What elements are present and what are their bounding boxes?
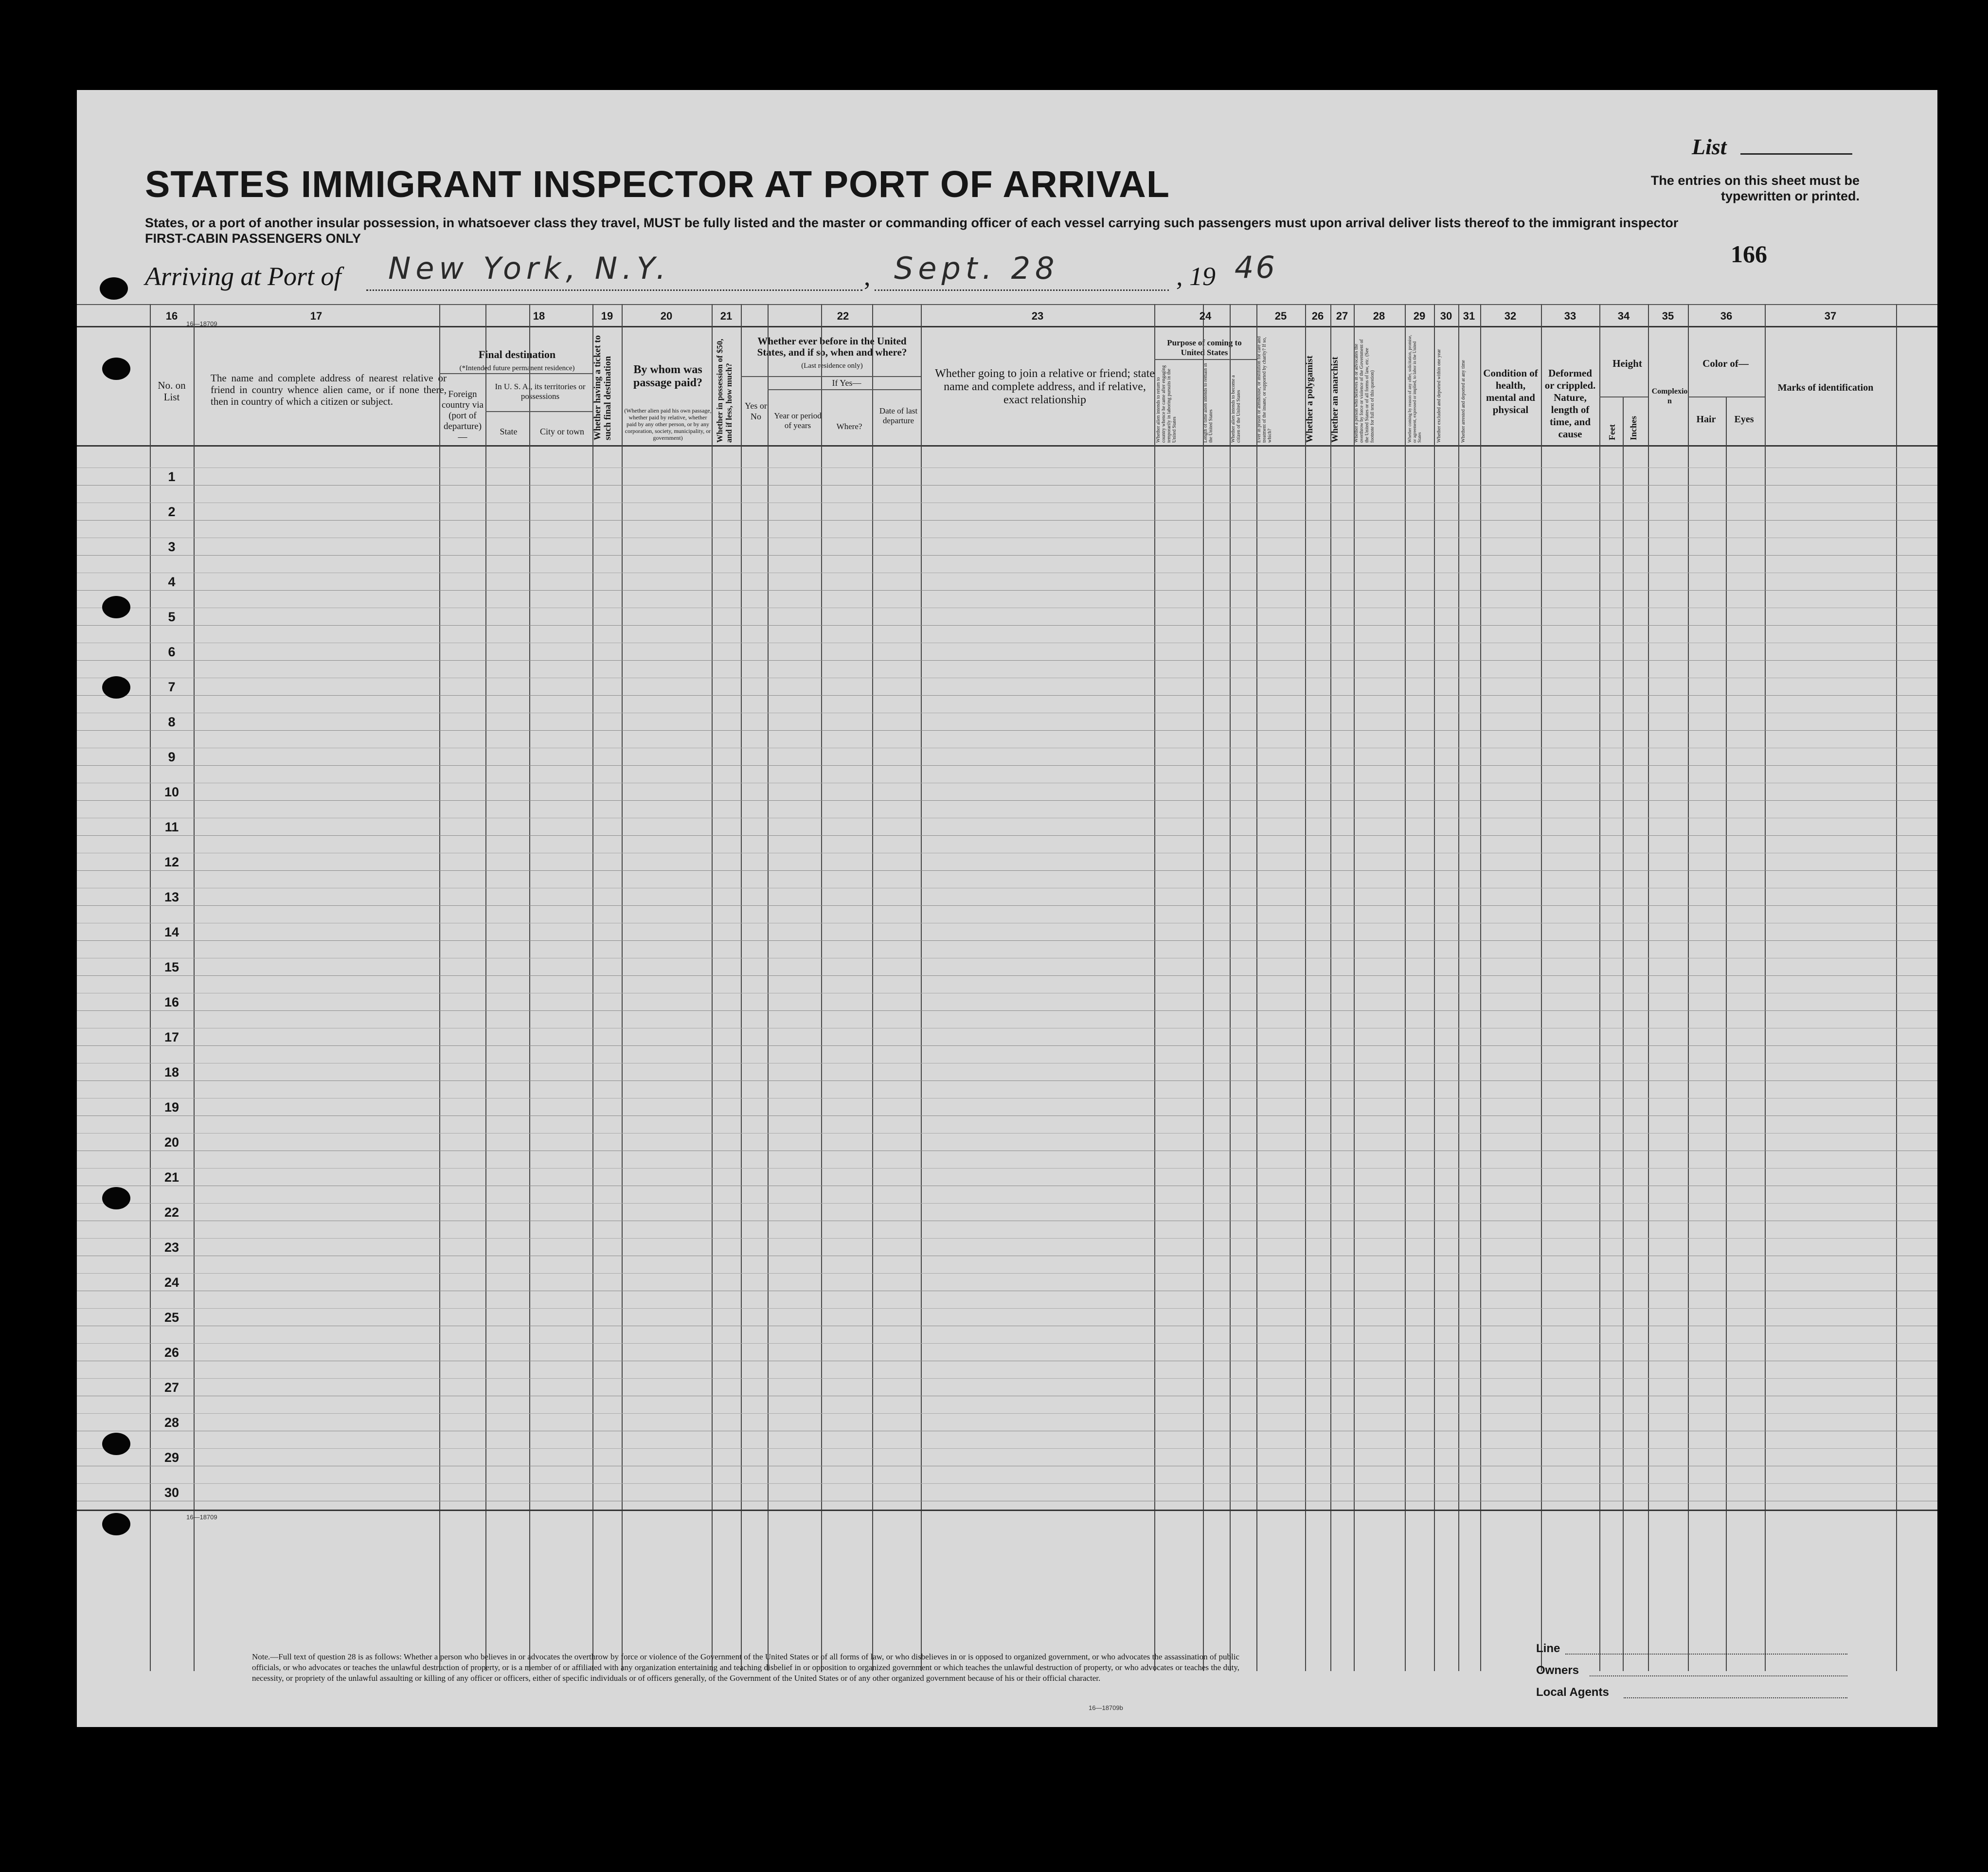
col22-title: Whether ever before in the United States, and if so, when and where?: [757, 335, 907, 358]
manifest-table: [77, 304, 1937, 1671]
date-handwritten[interactable]: Sept. 28: [894, 251, 1059, 286]
col21-header: Whether in possession of $50, and if less, how much?: [715, 339, 734, 443]
binder-hole: [102, 596, 130, 618]
col24c-header: Whether alien intends to become a citizen of the United States: [1231, 375, 1241, 443]
col24a-header: Whether alien intends to return to country whence he came after engaging temporarily in laboring pursuits in the United States: [1156, 365, 1177, 443]
col22-date: Date of last departure: [879, 406, 918, 425]
row-number: 26: [164, 1345, 179, 1360]
col22-where: Where?: [836, 422, 862, 431]
col31-header: Whether arrested and deported at any time: [1461, 360, 1466, 443]
col18-city: City or town: [539, 427, 584, 436]
column-number: 34: [1617, 310, 1630, 322]
first-cabin-label: FIRST-CABIN PASSENGERS ONLY: [145, 231, 361, 246]
column-number: 36: [1720, 310, 1733, 322]
subheader-rule: [1688, 396, 1765, 397]
footer-agents-label: Local Agents: [1536, 1686, 1609, 1699]
row-number: 21: [164, 1170, 179, 1185]
row-number: 1: [168, 469, 176, 484]
row-rule: [77, 940, 1937, 941]
column-number: 27: [1336, 310, 1348, 322]
port-handwritten[interactable]: New York, N.Y.: [388, 251, 671, 286]
column-number: 21: [720, 310, 733, 322]
column-number: 32: [1504, 310, 1517, 322]
row-number: 3: [168, 540, 176, 554]
row-number: 7: [168, 680, 176, 694]
row-number: 22: [164, 1205, 179, 1220]
form-sheet: [77, 90, 1937, 1727]
row-number: 9: [168, 750, 176, 764]
row-number: 4: [168, 575, 176, 589]
column-rule: [1726, 396, 1727, 1671]
row-rule: [77, 975, 1937, 976]
form-subtitle: States, or a port of another insular possession, in whatsoever class they travel, MUST be fully listed and the master or commanding officer of each vessel carrying such passengers must upon arrival deliver lists thereof to the immigrant inspector: [145, 216, 1679, 230]
col27-header: Whether an anarchist: [1330, 357, 1340, 443]
col34-inches: Inches: [1629, 415, 1638, 440]
column-number: 37: [1824, 310, 1837, 322]
row-number: 28: [164, 1415, 179, 1430]
date-field-line: [875, 289, 1169, 291]
form-code-bottom: 16—18709b: [1089, 1704, 1123, 1711]
row-number: 17: [164, 1030, 179, 1044]
column-number: 29: [1413, 310, 1426, 322]
row-rule: [77, 555, 1937, 556]
binder-hole: [102, 1513, 130, 1535]
row-rule: [77, 695, 1937, 696]
footer-agents-field[interactable]: [1624, 1697, 1847, 1698]
form-title: STATES IMMIGRANT INSPECTOR AT PORT OF ARRIVAL: [145, 163, 1170, 205]
row-number: 30: [164, 1485, 179, 1500]
column-number: 28: [1373, 310, 1385, 322]
row-number: 24: [164, 1275, 179, 1290]
col22-yesno: Yes or No: [745, 401, 767, 421]
row-number: 27: [164, 1380, 179, 1395]
column-number: 24: [1199, 310, 1212, 322]
col20-note: (Whether alien paid his own passage, whether paid by relative, whether paid by any other person, or by any corporation, society, municipality, or government): [624, 407, 712, 441]
col25-header: Ever in prison or almshouse, or institution for care and treatment of the insane, or supported by charity? If so, which?: [1256, 336, 1272, 443]
row-number: 12: [164, 855, 179, 869]
row-number: 25: [164, 1310, 179, 1325]
year-prefix: , 19: [1176, 262, 1216, 291]
row-rule: [77, 1010, 1937, 1011]
column-number: 22: [837, 310, 849, 322]
column-number: 20: [660, 310, 673, 322]
col36-title: Color of—: [1702, 358, 1749, 369]
col33-header: Deformed or crippled. Nature, length of time, and cause: [1544, 367, 1596, 440]
row-number: 11: [164, 820, 179, 834]
row-subrule: [77, 1238, 1937, 1239]
column-number: 19: [601, 310, 613, 322]
row-rule: [77, 660, 1937, 661]
list-label: List: [1692, 134, 1727, 159]
subheader-rule: [741, 376, 921, 377]
row-rule: [77, 800, 1937, 801]
col36-eyes: Eyes: [1734, 414, 1754, 425]
footer-owners-field[interactable]: [1590, 1675, 1847, 1676]
list-field[interactable]: [1740, 153, 1852, 155]
row-number: 29: [164, 1450, 179, 1465]
binder-hole: [100, 277, 128, 300]
col18-usa: In U. S. A., its territories or possessions: [495, 382, 586, 401]
subheader-rule: [439, 373, 592, 374]
subheader-rule: [768, 389, 921, 390]
row-number: 18: [164, 1065, 179, 1080]
subheader-rule: [1154, 359, 1256, 360]
row-rule: [77, 485, 1937, 486]
row-rule: [77, 730, 1937, 731]
row-rule: [77, 765, 1937, 766]
row-number: 20: [164, 1135, 179, 1150]
row-number: 23: [164, 1240, 179, 1255]
column-number: 17: [310, 310, 322, 322]
form-code: 16—18709: [186, 1513, 217, 1521]
binder-hole: [102, 1433, 130, 1455]
subheader-rule: [1599, 396, 1648, 397]
col20-title: By whom was passage paid?: [633, 363, 703, 389]
row-subrule: [77, 1413, 1937, 1414]
binder-hole: [102, 358, 130, 380]
column-number: 23: [1031, 310, 1044, 322]
col24b-header: Length of time alien intends to remain in the United States: [1203, 363, 1214, 443]
col30-header: Whether excluded and deported within one year: [1436, 349, 1442, 443]
entries-note: The entries on this sheet must be typewritten or printed.: [1650, 173, 1860, 203]
row-subrule: [77, 1168, 1937, 1169]
footnote-question-28: Note.—Full text of question 28 is as follows: Whether a person who believes in or advocates the overthrow by force or violence of the Government of the United States or of all forms of law, or who disbelieves in or is opposed to organized government, or who advocates the assassination of public officials, or who advocates or teaches the unlawful destruction of property, or is a member of or affiliated with any organization entertaining and teaching disbelief in or opposition to organized government or which teaches the unlawful destruction of property, or who advocates or teaches the duty, necessity, or propriety of the unlawful assaulting or killing of any officer or officers, either of specific individuals or of officers generally, of the Government of the United States or of any other organized government because of his or their official character.: [252, 1652, 1239, 1683]
row-subrule: [77, 1343, 1937, 1344]
column-number: 26: [1311, 310, 1324, 322]
row-rule: [77, 590, 1937, 591]
row-rule: [77, 625, 1937, 626]
col32-header: Condition of health, mental and physical: [1483, 367, 1538, 415]
arriving-label: Arriving at Port of: [145, 262, 341, 291]
row-subrule: [77, 1483, 1937, 1484]
footer-owners-label: Owners: [1536, 1664, 1579, 1677]
row-rule: [77, 870, 1937, 871]
row-number: 13: [164, 890, 179, 904]
col22-note: (Last residence only): [801, 362, 863, 370]
row-number: 19: [164, 1100, 179, 1115]
column-number: 31: [1463, 310, 1475, 322]
row-number: 14: [164, 925, 179, 939]
column-number: 33: [1564, 310, 1576, 322]
row-subrule: [77, 1308, 1937, 1309]
col34-feet: Feet: [1607, 424, 1617, 440]
row-rule: [77, 905, 1937, 906]
page-number: 166: [1731, 240, 1767, 268]
col35-header: Complexion: [1651, 387, 1688, 405]
row-subrule: [77, 1203, 1937, 1204]
col34-title: Height: [1612, 358, 1642, 369]
row-number: 16: [164, 995, 179, 1009]
row-rule: [77, 520, 1937, 521]
footer-line-label: Line: [1536, 1642, 1560, 1655]
binder-hole: [102, 676, 130, 699]
year-handwritten[interactable]: 46: [1235, 250, 1277, 285]
row-number: 2: [168, 504, 176, 519]
column-number: 16: [165, 310, 178, 322]
footer-line-field[interactable]: [1565, 1654, 1847, 1655]
row-rule: [77, 1080, 1937, 1081]
row-subrule: [77, 1378, 1937, 1379]
row-number: 6: [168, 645, 176, 659]
column-number: 30: [1440, 310, 1452, 322]
row-subrule: [77, 1273, 1937, 1274]
binder-hole: [102, 1187, 130, 1209]
col23-header: Whether going to join a relative or friend; state name and complete address, and if relative, exact relationship: [935, 367, 1155, 406]
col18-state: State: [500, 427, 518, 436]
col18-foreign: Foreign country via (port of departure)—: [441, 389, 484, 442]
subheader-rule: [485, 411, 592, 412]
row-rule: [77, 835, 1937, 836]
col17-header: The name and complete address of nearest relative or friend in country whence alien came, or if none there, then in country of which a citizen or subject.: [211, 372, 447, 407]
form-code-top: 16—18709: [186, 320, 217, 327]
column-rule: [1623, 396, 1624, 1671]
port-field-line: [366, 289, 862, 291]
column-number: 35: [1662, 310, 1674, 322]
comma-mark: ,: [864, 262, 871, 291]
col16-header: No. on List: [158, 379, 186, 403]
col24-title: Purpose of coming to United States: [1167, 338, 1242, 357]
row-number: 5: [168, 610, 176, 624]
row-number: 8: [168, 715, 176, 729]
row-subrule: [77, 1133, 1937, 1134]
col37-header: Marks of identification: [1777, 382, 1874, 393]
column-number: 25: [1274, 310, 1287, 322]
col18-title: Final destination: [478, 348, 556, 360]
col29-header: Whether coming by reason of any offer, solicitation, promise, or agreement, expressed or implied, to labor in the United States: [1407, 335, 1422, 443]
col28-header: Whether a person who believes in or advocates the overthrow by force or violence of the Government of the United States or of all forms of law, etc. (See footnote for full text of this question): [1354, 339, 1375, 443]
col26-header: Whether a polygamist: [1305, 355, 1315, 443]
column-number: 18: [533, 310, 545, 322]
col19-header: Whether having a ticket to such final destination: [592, 335, 613, 440]
row-number: 10: [164, 785, 179, 799]
row-number: 15: [164, 960, 179, 974]
col18-note: (*Intended future permanent residence): [459, 364, 575, 372]
row-rule: [77, 1045, 1937, 1046]
col22-period: Year or period of years: [774, 411, 822, 430]
table-bottom-rule: [77, 1510, 1937, 1511]
col36-hair: Hair: [1696, 414, 1716, 425]
row-subrule: [77, 1448, 1937, 1449]
col22-ifyes: If Yes—: [832, 378, 861, 388]
